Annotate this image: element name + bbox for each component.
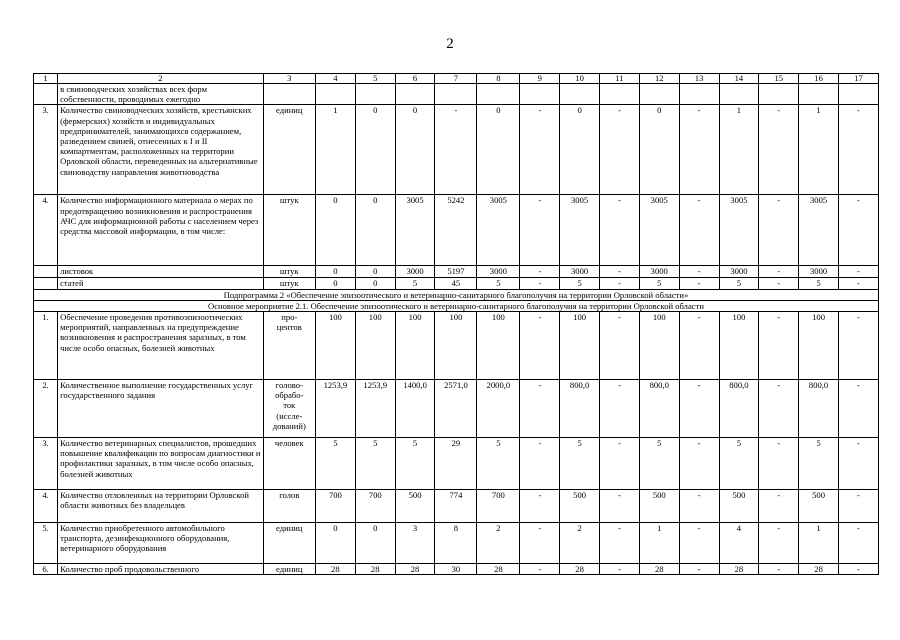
value-cell bbox=[639, 84, 679, 105]
value-cell: 8 bbox=[435, 523, 477, 564]
value-cell: 3000 bbox=[395, 266, 435, 278]
table-row bbox=[34, 266, 879, 278]
value-cell: 3 bbox=[395, 523, 435, 564]
value-cell: - bbox=[838, 380, 878, 438]
value-cell: 0 bbox=[355, 523, 395, 564]
value-cell: 0 bbox=[315, 523, 355, 564]
column-header: 9 bbox=[520, 74, 560, 84]
value-cell: - bbox=[600, 438, 640, 490]
unit-cell: единиц bbox=[263, 564, 315, 575]
value-cell: 30 bbox=[435, 564, 477, 575]
value-cell: 700 bbox=[355, 490, 395, 523]
value-cell: - bbox=[520, 523, 560, 564]
unit-cell: голово- обрабо- ток (иссле- дований) bbox=[263, 380, 315, 438]
indicator-name: Количество ветеринарных специалистов, прошедших повышение квалификации по вопросам диагностики и профилактики заразных, в том числе особо опасных, болезней животных bbox=[58, 438, 263, 490]
value-cell: - bbox=[759, 195, 799, 266]
table-row bbox=[34, 564, 879, 575]
value-cell: 3005 bbox=[560, 195, 600, 266]
value-cell: - bbox=[520, 312, 560, 380]
unit-cell: человек bbox=[263, 438, 315, 490]
value-cell: 774 bbox=[435, 490, 477, 523]
column-header: 17 bbox=[838, 74, 878, 84]
row-number: 4. bbox=[34, 195, 58, 266]
value-cell: - bbox=[520, 266, 560, 278]
value-cell: 0 bbox=[355, 105, 395, 195]
value-cell: 5 bbox=[799, 278, 839, 289]
page-number: 2 bbox=[446, 36, 454, 52]
unit-cell: голов bbox=[263, 490, 315, 523]
row-number bbox=[34, 84, 58, 105]
value-cell: - bbox=[838, 490, 878, 523]
value-cell: 5 bbox=[639, 278, 679, 289]
value-cell: - bbox=[838, 278, 878, 289]
indicator-name: Количество свиноводческих хозяйств, крестьянских (фермерских) хозяйств и индивидуальных предпринимателей, занимающихся содержанием, разведением свиней, отнесенных к I и II компартментам, расположенных на территории Орловской области, переведенных на альтернативные свиноводству направления животноводства bbox=[58, 105, 263, 195]
value-cell: 28 bbox=[395, 564, 435, 575]
value-cell: 4 bbox=[719, 523, 759, 564]
value-cell bbox=[520, 84, 560, 105]
value-cell: 1253,9 bbox=[355, 380, 395, 438]
value-cell bbox=[355, 84, 395, 105]
value-cell: 5 bbox=[639, 438, 679, 490]
value-cell: - bbox=[838, 266, 878, 278]
column-header: 2 bbox=[58, 74, 263, 84]
value-cell: - bbox=[838, 195, 878, 266]
value-cell: - bbox=[759, 105, 799, 195]
value-cell: - bbox=[679, 380, 719, 438]
value-cell: - bbox=[520, 278, 560, 289]
table-row bbox=[34, 312, 879, 380]
value-cell: - bbox=[520, 195, 560, 266]
value-cell: - bbox=[679, 438, 719, 490]
value-cell: 0 bbox=[355, 266, 395, 278]
value-cell: - bbox=[838, 105, 878, 195]
value-cell: 1253,9 bbox=[315, 380, 355, 438]
value-cell: 45 bbox=[435, 278, 477, 289]
column-header: 12 bbox=[639, 74, 679, 84]
measure-title: Основное мероприятие 2.1. Обеспечение эпизоотического и ветеринарно-санитарного благополучия на территории Орловской области bbox=[34, 300, 879, 311]
value-cell bbox=[799, 84, 839, 105]
value-cell: 500 bbox=[395, 490, 435, 523]
value-cell: - bbox=[838, 564, 878, 575]
value-cell: 3000 bbox=[477, 266, 520, 278]
value-cell: 5 bbox=[719, 278, 759, 289]
value-cell: 800,0 bbox=[639, 380, 679, 438]
value-cell: 100 bbox=[395, 312, 435, 380]
value-cell: 1 bbox=[799, 523, 839, 564]
value-cell bbox=[759, 84, 799, 105]
value-cell: 5 bbox=[719, 438, 759, 490]
value-cell: - bbox=[520, 380, 560, 438]
value-cell: 3000 bbox=[719, 266, 759, 278]
value-cell: 500 bbox=[639, 490, 679, 523]
value-cell: 5242 bbox=[435, 195, 477, 266]
indicator-name: Количество информационного материала о мерах по предотвращению возникновения и распространения АЧС для информационной работы с населением через средства массовой информации, в том числе: bbox=[58, 195, 263, 266]
value-cell: - bbox=[759, 312, 799, 380]
value-cell: - bbox=[679, 195, 719, 266]
value-cell: - bbox=[520, 564, 560, 575]
column-header: 3 bbox=[263, 74, 315, 84]
value-cell: - bbox=[759, 438, 799, 490]
value-cell: - bbox=[838, 438, 878, 490]
table-row bbox=[34, 278, 879, 289]
column-header: 10 bbox=[560, 74, 600, 84]
value-cell: - bbox=[600, 278, 640, 289]
table-row bbox=[34, 105, 879, 195]
unit-cell: про- центов bbox=[263, 312, 315, 380]
value-cell: - bbox=[600, 266, 640, 278]
unit-cell: единиц bbox=[263, 523, 315, 564]
value-cell: 800,0 bbox=[560, 380, 600, 438]
column-header: 4 bbox=[315, 74, 355, 84]
value-cell: 1400,0 bbox=[395, 380, 435, 438]
value-cell: - bbox=[679, 278, 719, 289]
value-cell: 0 bbox=[355, 278, 395, 289]
value-cell: 5 bbox=[477, 438, 520, 490]
value-cell: 500 bbox=[799, 490, 839, 523]
value-cell: - bbox=[759, 380, 799, 438]
value-cell: 3005 bbox=[395, 195, 435, 266]
value-cell: 5 bbox=[560, 438, 600, 490]
value-cell bbox=[719, 84, 759, 105]
value-cell: - bbox=[600, 490, 640, 523]
value-cell: 28 bbox=[719, 564, 759, 575]
column-header: 11 bbox=[600, 74, 640, 84]
table-row bbox=[34, 490, 879, 523]
value-cell: 3005 bbox=[719, 195, 759, 266]
value-cell bbox=[600, 84, 640, 105]
value-cell: 1 bbox=[639, 523, 679, 564]
column-header: 7 bbox=[435, 74, 477, 84]
column-header: 8 bbox=[477, 74, 520, 84]
value-cell bbox=[395, 84, 435, 105]
row-number: 6. bbox=[34, 564, 58, 575]
value-cell: 500 bbox=[719, 490, 759, 523]
value-cell: 0 bbox=[315, 278, 355, 289]
value-cell: - bbox=[838, 523, 878, 564]
value-cell: 0 bbox=[477, 105, 520, 195]
value-cell: 100 bbox=[639, 312, 679, 380]
row-number: 2. bbox=[34, 380, 58, 438]
unit-cell: штук bbox=[263, 266, 315, 278]
value-cell bbox=[838, 84, 878, 105]
value-cell: 100 bbox=[477, 312, 520, 380]
value-cell: - bbox=[600, 105, 640, 195]
subprogram-row bbox=[34, 289, 879, 300]
value-cell: 3000 bbox=[560, 266, 600, 278]
value-cell: - bbox=[679, 312, 719, 380]
value-cell: 3000 bbox=[799, 266, 839, 278]
header-row bbox=[34, 74, 879, 84]
value-cell: 5 bbox=[395, 438, 435, 490]
value-cell bbox=[560, 84, 600, 105]
value-cell: - bbox=[679, 490, 719, 523]
row-number: 4. bbox=[34, 490, 58, 523]
value-cell: 5 bbox=[477, 278, 520, 289]
value-cell: - bbox=[759, 523, 799, 564]
row-number bbox=[34, 278, 58, 289]
value-cell bbox=[679, 84, 719, 105]
value-cell: 100 bbox=[799, 312, 839, 380]
column-header: 13 bbox=[679, 74, 719, 84]
value-cell: 3000 bbox=[639, 266, 679, 278]
value-cell: 28 bbox=[477, 564, 520, 575]
value-cell: - bbox=[838, 312, 878, 380]
value-cell: 3005 bbox=[799, 195, 839, 266]
value-cell: 100 bbox=[719, 312, 759, 380]
value-cell: 100 bbox=[435, 312, 477, 380]
value-cell: 28 bbox=[799, 564, 839, 575]
indicator-name: Количество проб продовольственного bbox=[58, 564, 263, 575]
row-number: 3. bbox=[34, 105, 58, 195]
table-row bbox=[34, 195, 879, 266]
value-cell: 5 bbox=[799, 438, 839, 490]
table-body bbox=[34, 74, 879, 575]
column-header: 5 bbox=[355, 74, 395, 84]
value-cell: - bbox=[520, 490, 560, 523]
value-cell: - bbox=[679, 105, 719, 195]
value-cell: - bbox=[759, 278, 799, 289]
table-row bbox=[34, 438, 879, 490]
value-cell: 0 bbox=[355, 195, 395, 266]
value-cell: - bbox=[759, 490, 799, 523]
value-cell: - bbox=[600, 312, 640, 380]
value-cell: 5197 bbox=[435, 266, 477, 278]
value-cell bbox=[315, 84, 355, 105]
value-cell: 3005 bbox=[477, 195, 520, 266]
value-cell: - bbox=[600, 564, 640, 575]
table-row bbox=[34, 523, 879, 564]
value-cell: 1 bbox=[719, 105, 759, 195]
column-header: 14 bbox=[719, 74, 759, 84]
value-cell: 5 bbox=[395, 278, 435, 289]
indicators-table bbox=[33, 73, 879, 575]
value-cell: 700 bbox=[315, 490, 355, 523]
indicator-name: Количественное выполнение государственных услуг государственного задания bbox=[58, 380, 263, 438]
value-cell: 5 bbox=[315, 438, 355, 490]
value-cell: 5 bbox=[560, 278, 600, 289]
unit-cell: единиц bbox=[263, 105, 315, 195]
value-cell: 800,0 bbox=[799, 380, 839, 438]
value-cell: 5 bbox=[355, 438, 395, 490]
value-cell: 800,0 bbox=[719, 380, 759, 438]
value-cell: 28 bbox=[560, 564, 600, 575]
value-cell: 1 bbox=[799, 105, 839, 195]
indicator-name: Количество приобретенного автомобильного транспорта, дезинфекционного оборудования, ветеринарного оборудования bbox=[58, 523, 263, 564]
column-header: 6 bbox=[395, 74, 435, 84]
value-cell: 700 bbox=[477, 490, 520, 523]
value-cell: - bbox=[435, 105, 477, 195]
row-number bbox=[34, 266, 58, 278]
column-header: 15 bbox=[759, 74, 799, 84]
value-cell: - bbox=[679, 266, 719, 278]
value-cell: 2 bbox=[477, 523, 520, 564]
value-cell: 2000,0 bbox=[477, 380, 520, 438]
value-cell: 500 bbox=[560, 490, 600, 523]
unit-cell bbox=[263, 84, 315, 105]
value-cell: 2571,0 bbox=[435, 380, 477, 438]
row-number: 1. bbox=[34, 312, 58, 380]
value-cell: - bbox=[520, 438, 560, 490]
value-cell: - bbox=[520, 105, 560, 195]
value-cell: - bbox=[679, 523, 719, 564]
column-header: 1 bbox=[34, 74, 58, 84]
indicator-name: в свиноводческих хозяйствах всех форм собственности, проводимых ежегодно bbox=[58, 84, 263, 105]
row-number: 3. bbox=[34, 438, 58, 490]
value-cell: 0 bbox=[395, 105, 435, 195]
value-cell: 100 bbox=[355, 312, 395, 380]
value-cell: 100 bbox=[560, 312, 600, 380]
unit-cell: штук bbox=[263, 278, 315, 289]
value-cell: 0 bbox=[560, 105, 600, 195]
value-cell: - bbox=[759, 564, 799, 575]
value-cell: 28 bbox=[355, 564, 395, 575]
value-cell: 0 bbox=[315, 266, 355, 278]
value-cell: - bbox=[600, 380, 640, 438]
row-number: 5. bbox=[34, 523, 58, 564]
value-cell: - bbox=[679, 564, 719, 575]
indicator-name: листовок bbox=[58, 266, 263, 278]
indicator-name: статей bbox=[58, 278, 263, 289]
value-cell: - bbox=[600, 523, 640, 564]
indicator-name: Количество отловленных на территории Орловской области животных без владельцев bbox=[58, 490, 263, 523]
indicator-name: Обеспечение проведения противоэпизоотических мероприятий, направленных на предупреждение возникновения и распространения заразных, в том числе особо опасных, болезней животных bbox=[58, 312, 263, 380]
value-cell: - bbox=[759, 266, 799, 278]
column-header: 16 bbox=[799, 74, 839, 84]
table-row bbox=[34, 84, 879, 105]
value-cell: 28 bbox=[639, 564, 679, 575]
value-cell: - bbox=[600, 195, 640, 266]
table-row bbox=[34, 380, 879, 438]
value-cell: 0 bbox=[639, 105, 679, 195]
subprogram-title: Подпрограмма 2 «Обеспечение эпизоотического и ветеринарно-санитарного благополучия на территории Орловской области» bbox=[34, 289, 879, 300]
value-cell: 100 bbox=[315, 312, 355, 380]
value-cell: 3005 bbox=[639, 195, 679, 266]
value-cell bbox=[435, 84, 477, 105]
unit-cell: штук bbox=[263, 195, 315, 266]
value-cell bbox=[477, 84, 520, 105]
value-cell: 1 bbox=[315, 105, 355, 195]
value-cell: 0 bbox=[315, 195, 355, 266]
measure-row bbox=[34, 300, 879, 311]
value-cell: 2 bbox=[560, 523, 600, 564]
value-cell: 28 bbox=[315, 564, 355, 575]
value-cell: 29 bbox=[435, 438, 477, 490]
